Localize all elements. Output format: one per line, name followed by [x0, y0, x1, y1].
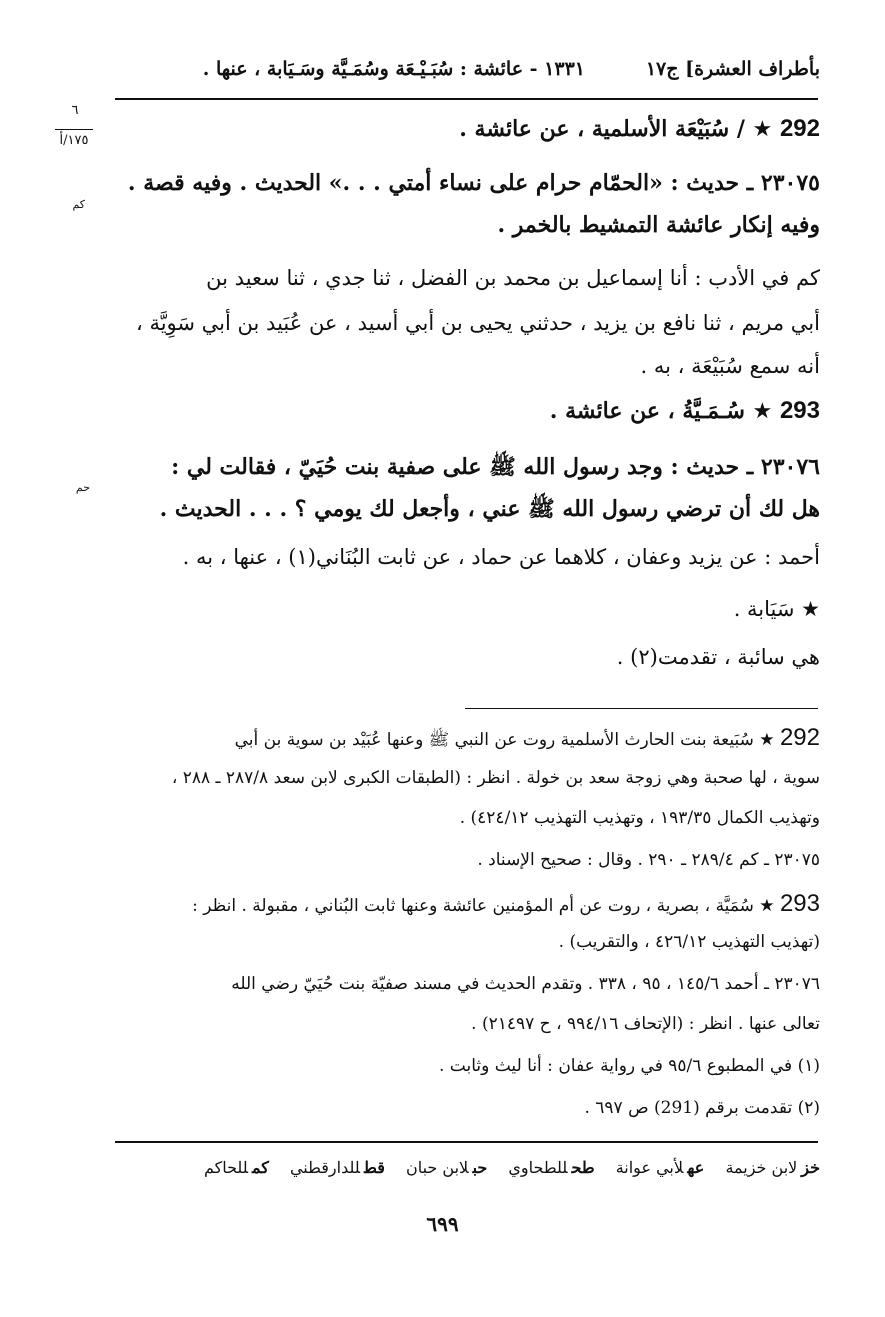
- isnad-ahmad: أحمد : عن يزيد وعفان ، كلاهما عن حماد ، عن ثابت البُنَاني(١) ، عنها ، به .: [182, 545, 820, 569]
- entry-number: 293: [779, 397, 820, 424]
- abbreviation-legend: [115, 1158, 820, 1177]
- running-header-title: بأطراف العشرة] ج١٧: [645, 58, 820, 80]
- hadith-23076-line-2: هل لك أن ترضي رسول الله ﷺ عني ، وأجعل لك يومي ؟ . . . الحديث .: [159, 496, 820, 522]
- star-icon: ★: [759, 730, 775, 750]
- legend-item: عهلأبي عوانة: [615, 1158, 705, 1177]
- source-sigil: حم: [75, 481, 90, 494]
- entry-title: سَيَابة .: [733, 597, 795, 621]
- sayaba-note: هي سائبة ، تقدمت(٢) .: [616, 645, 820, 669]
- entry-number: 293: [779, 890, 820, 917]
- isnad-line-1: كم في الأدب : أنا إسماعيل بن محمد بن الفضل ، ثنا جدي ، ثنا سعيد بن: [206, 266, 820, 290]
- footnote-text: سُمَيَّة ، بصرية ، روت عن أم المؤمنين عائشة وعنها ثابت البُناني ، مقبولة . انظر :: [192, 896, 754, 916]
- entry-number: 292: [779, 115, 820, 142]
- footnote-line: (١) في المطبوع ٩٥/٦ في رواية عفان : أنا ليث وثابت .: [438, 1056, 820, 1076]
- star-icon: ★: [801, 597, 820, 621]
- footnote-line: (تهذيب التهذيب ٤٢٦/١٢ ، والتقريب) .: [558, 932, 820, 952]
- entry-title: / سُبَيْعَة الأسلمية ، عن عائشة .: [459, 116, 745, 142]
- footnote-line: تعالى عنها . انظر : (الإتحاف ٩٩٤/١٦ ، ح ٢١٤٩٧) .: [471, 1014, 820, 1034]
- footnote-292: [115, 724, 820, 754]
- source-sigil: كم: [72, 198, 85, 211]
- legend-item: طحللطحاوي: [508, 1158, 595, 1177]
- legend-item: قطللدارقطني: [289, 1158, 385, 1177]
- star-icon: ★: [759, 896, 775, 916]
- margin-folio-ref: ١٧٥/أ: [59, 133, 89, 148]
- margin-divider: [55, 129, 93, 130]
- star-icon: ★: [752, 117, 773, 142]
- legend-item: كمللحاكم: [203, 1158, 269, 1177]
- star-icon: ★: [752, 399, 773, 424]
- page-number: ٦٩٩: [426, 1212, 459, 1236]
- entry-heading-292: [115, 115, 820, 143]
- hadith-23075-line-2: وفيه إنكار عائشة التمشيط بالخمر .: [497, 212, 820, 238]
- entry-number: 292: [779, 724, 820, 751]
- footnote-293: [115, 890, 820, 918]
- footnote-line: سوية ، لها صحبة وهي زوجة سعد بن خولة . انظر : (الطبقات الكبرى لابن سعد ٢٨٧/٨ ـ ٢٨٨ ،: [171, 768, 820, 788]
- footnote-text: سُبَيعة بنت الحارث الأسلمية روت عن النبي ﷺ وعنها عُبَيْد بن سوية بن أبي: [234, 730, 754, 750]
- entry-heading-sayaba: [115, 597, 820, 621]
- hadith-23076-line: ٢٣٠٧٦ ـ حديث : وجد رسول الله ﷺ على صفية بنت حُيَيّ ، فقالت لي :: [171, 454, 820, 480]
- margin-volume-number: ٦: [71, 103, 79, 118]
- hadith-text: ٢٣٠٧٥ ـ حديث : «الحمّام حرام على نساء أمتي . . .» الحديث . وفيه قصة .: [127, 170, 820, 196]
- footnote-divider: [465, 708, 818, 709]
- footnote-line: (٢) تقدمت برقم (291) ص ٦٩٧ .: [584, 1098, 820, 1118]
- footnote-line: ٢٣٠٧٥ ـ كم ٢٨٩/٤ ـ ٢٩٠ . وقال : صحيح الإسناد .: [477, 850, 820, 870]
- hadith-23075-line: [115, 170, 820, 196]
- footnote-line: وتهذيب الكمال ١٩٣/٣٥ ، وتهذيب التهذيب ٤٢٤/١٢) .: [459, 808, 820, 828]
- footnote-line: ٢٣٠٧٦ ـ أحمد ١٤٥/٦ ، ٩٥ ، ٣٣٨ . وتقدم الحديث في مسند صفيّة بنت حُيَيّ رضي الله: [231, 974, 820, 994]
- entry-title: سُـمَـيَّةُ ، عن عائشة .: [549, 398, 745, 424]
- legend-item: حبلابن حبان: [405, 1158, 488, 1177]
- isnad-line-2: أبي مريم ، ثنا نافع بن يزيد ، حدثني يحيى بن أبي أسيد ، عن عُبَيد بن أبي سَوِيَّة ،: [136, 311, 820, 335]
- isnad-line-3: أنه سمع سُبَيْعَة ، به .: [640, 354, 820, 378]
- legend-item: خزلابن خزيمة: [725, 1158, 820, 1177]
- entry-heading-293: [115, 397, 820, 425]
- header-divider: [115, 98, 818, 100]
- running-header-section: ١٣٣١ - عائشة : سُبَـيْـعَة وسُمَـيَّة وسَـيَابة ، عنها .: [202, 58, 585, 80]
- legend-divider: [115, 1141, 818, 1143]
